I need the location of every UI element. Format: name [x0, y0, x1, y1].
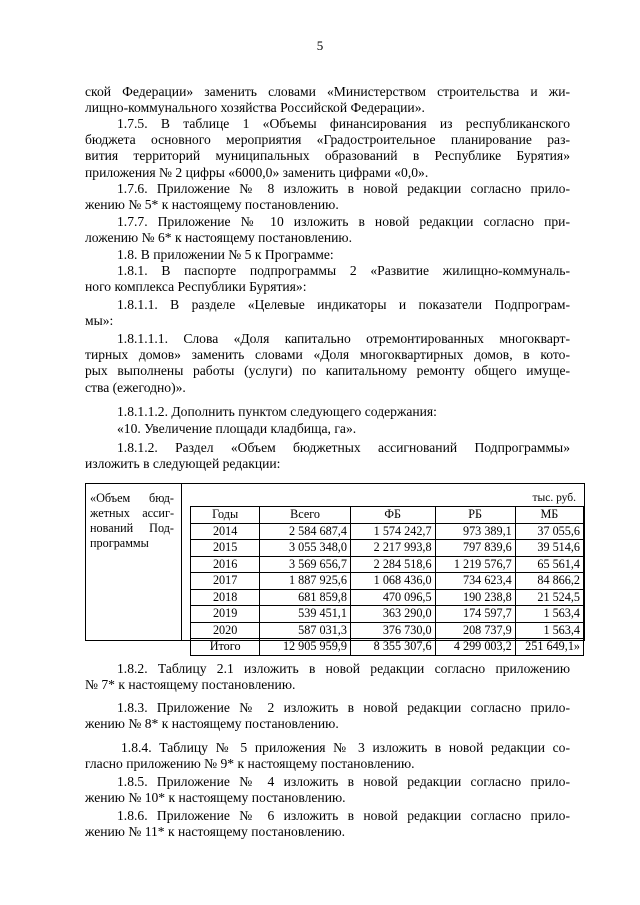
- paragraph-1-7-6: [85, 181, 570, 213]
- paragraph-1-8-3: [85, 700, 570, 732]
- paragraph-1-7-5: [85, 116, 570, 181]
- text-line: 1.8.1. В паспорте подпрограммы 2 «Развитие жилищно-коммуналь-: [117, 263, 570, 278]
- table-row: [191, 589, 584, 606]
- year-cell: 2016: [191, 556, 260, 573]
- text-line: жению № 11* к настоящему постановлению.: [85, 824, 346, 840]
- text-line: вития территорий муниципальных образований в Республике Бурятия»: [85, 148, 570, 164]
- amount-cell: 1 887 925,6: [260, 573, 351, 590]
- amount-cell: 208 737,9: [435, 622, 515, 639]
- year-cell: 2014: [191, 523, 260, 540]
- amount-cell: 251 649,1»: [515, 639, 583, 656]
- currency-unit: тыс. руб.: [532, 492, 576, 504]
- amount-cell: 8 355 307,6: [350, 639, 435, 656]
- text-line: 1.8.2. Таблицу 2.1 изложить в новой редакции согласно приложению: [117, 661, 570, 676]
- text-line: ного комплекса Республики Бурятия»:: [85, 279, 307, 295]
- budget-block-label: [90, 491, 174, 551]
- paragraph-federation-ministry: [85, 84, 570, 116]
- paragraph-1-8-2: [85, 661, 570, 693]
- amount-cell: 2 584 687,4: [260, 523, 351, 540]
- amount-cell: 2 217 993,8: [350, 540, 435, 557]
- amount-cell: 3 569 656,7: [260, 556, 351, 573]
- amount-cell: 1 219 576,7: [435, 556, 515, 573]
- amount-cell: 190 238,8: [435, 589, 515, 606]
- amount-cell: 734 623,4: [435, 573, 515, 590]
- header-fb: ФБ: [350, 507, 435, 524]
- text-line: 1.8.6. Приложение № 6 изложить в новой редакции согласно прило-: [117, 808, 570, 823]
- text-line: изложить в следующей редакции:: [85, 456, 281, 472]
- amount-cell: 587 031,3: [260, 622, 351, 639]
- text-line: рых выполнены работы (услуги) по капитальному ремонту общего имуще-: [85, 363, 570, 379]
- year-cell: 2017: [191, 573, 260, 590]
- amount-cell: 363 290,0: [350, 606, 435, 623]
- text-line: 1.7.6. Приложение № 8 изложить в новой редакции согласно прило-: [117, 181, 570, 196]
- amount-cell: 1 563,4: [515, 606, 583, 623]
- amount-cell: 376 730,0: [350, 622, 435, 639]
- amount-cell: 21 524,5: [515, 589, 583, 606]
- budget-allocation-block: [85, 483, 585, 654]
- amount-cell: 39 514,6: [515, 540, 583, 557]
- paragraph-1-8: [85, 247, 570, 263]
- amount-cell: 973 389,1: [435, 523, 515, 540]
- amount-cell: 37 055,6: [515, 523, 583, 540]
- text-line: ложению № 6* к настоящему постановлению.: [85, 230, 352, 246]
- table-header-row: [191, 507, 584, 524]
- amount-cell: 681 859,8: [260, 589, 351, 606]
- text-line: 1.8.1.1. В разделе «Целевые индикаторы и показатели Подпрограм-: [117, 297, 570, 312]
- text-line: жению № 10* к настоящему постановлению.: [85, 790, 346, 806]
- amount-cell: 1 574 242,7: [350, 523, 435, 540]
- amount-cell: 3 055 348,0: [260, 540, 351, 557]
- table-row: [191, 556, 584, 573]
- label-line: жетных ассиг-: [90, 506, 174, 520]
- text-line: 1.8.3. Приложение № 2 изложить в новой редакции согласно прило-: [117, 700, 570, 715]
- amount-cell: 2 284 518,6: [350, 556, 435, 573]
- table-row: [191, 540, 584, 557]
- text-line: 1.8.1.1.2. Дополнить пунктом следующего содержания:: [117, 404, 437, 419]
- table-row: [191, 573, 584, 590]
- label-line: программы: [90, 536, 149, 550]
- header-rb: РБ: [435, 507, 515, 524]
- text-line: жению № 5* к настоящему постановлению.: [85, 197, 339, 213]
- amount-cell: 65 561,4: [515, 556, 583, 573]
- table-row: [191, 639, 584, 656]
- budget-table-body: [191, 523, 584, 655]
- text-line: приложения № 2 цифры «6000,0» заменить цифрами «0,0».: [85, 164, 429, 180]
- amount-cell: 470 096,5: [350, 589, 435, 606]
- text-line: 1.7.7. Приложение № 10 изложить в новой редакции согласно при-: [117, 214, 570, 229]
- text-line: 1.8.1.2. Раздел «Объем бюджетных ассигнований Подпрограммы»: [117, 440, 570, 455]
- paragraph-1-8-1-1: [85, 297, 570, 329]
- text-line: лищно-коммунального хозяйства Российской Федерации».: [85, 100, 425, 116]
- amount-cell: 174 597,7: [435, 606, 515, 623]
- header-years: Годы: [191, 507, 260, 524]
- text-line: 1.8. В приложении № 5 к Программе:: [117, 247, 334, 262]
- amount-cell: 539 451,1: [260, 606, 351, 623]
- budget-table: [190, 506, 584, 656]
- text-line: 1.8.5. Приложение № 4 изложить в новой редакции согласно прило-: [117, 774, 570, 789]
- label-line: «Объем бюд-: [90, 491, 174, 505]
- amount-cell: 4 299 003,2: [435, 639, 515, 656]
- table-row: [191, 606, 584, 623]
- header-mb: МБ: [515, 507, 583, 524]
- header-total: Всего: [260, 507, 351, 524]
- amount-cell: 1 563,4: [515, 622, 583, 639]
- page-number: 5: [316, 38, 324, 53]
- text-line: гласно приложению № 9* к настоящему постановлению.: [85, 756, 415, 772]
- paragraph-1-8-1: [85, 263, 570, 295]
- text-line: 1.7.5. В таблице 1 «Объемы финансирования из республиканского: [117, 116, 570, 131]
- paragraph-1-8-4: [85, 740, 570, 772]
- paragraph-1-8-5: [85, 774, 570, 806]
- text-line: 1.8.1.1.1. Слова «Доля капитально отремонтированных многокварт-: [117, 331, 570, 346]
- text-line: бюджета основного мероприятия «Градостроительное планирование раз-: [85, 132, 570, 148]
- year-cell: 2018: [191, 589, 260, 606]
- text-line: тирных домов» заменить словами «Доля многоквартирных домов, в кото-: [85, 347, 570, 363]
- text-line: жению № 8* к настоящему постановлению.: [85, 716, 339, 732]
- year-cell: 2020: [191, 622, 260, 639]
- amount-cell: 1 068 436,0: [350, 573, 435, 590]
- text-line: ской Федерации» заменить словами «Министерством строительства и жи-: [85, 84, 570, 99]
- label-line: нований Под-: [90, 521, 174, 535]
- paragraph-1-8-6: [85, 808, 570, 840]
- text-line: № 7* к настоящему постановлению.: [85, 677, 296, 693]
- year-cell: 2019: [191, 606, 260, 623]
- text-line: ства (ежегодно)».: [85, 379, 186, 395]
- paragraph-1-8-1-1-2: [85, 404, 570, 420]
- paragraph-1-7-7: [85, 214, 570, 246]
- text-line: мы»:: [85, 313, 114, 329]
- paragraph-1-8-1-2: [85, 440, 570, 472]
- paragraph-item-10: [85, 421, 570, 437]
- year-cell: 2015: [191, 540, 260, 557]
- amount-cell: 84 866,2: [515, 573, 583, 590]
- column-divider: [181, 484, 182, 641]
- table-row: [191, 523, 584, 540]
- text-line: 1.8.4. Таблицу № 5 приложения № 3 изложить в новой редакции со-: [121, 740, 570, 755]
- amount-cell: 797 839,6: [435, 540, 515, 557]
- table-row: [191, 622, 584, 639]
- amount-cell: 12 905 959,9: [260, 639, 351, 656]
- paragraph-1-8-1-1-1: [85, 331, 570, 396]
- year-cell: Итого: [191, 639, 260, 656]
- text-line: «10. Увеличение площади кладбища, га».: [117, 421, 357, 436]
